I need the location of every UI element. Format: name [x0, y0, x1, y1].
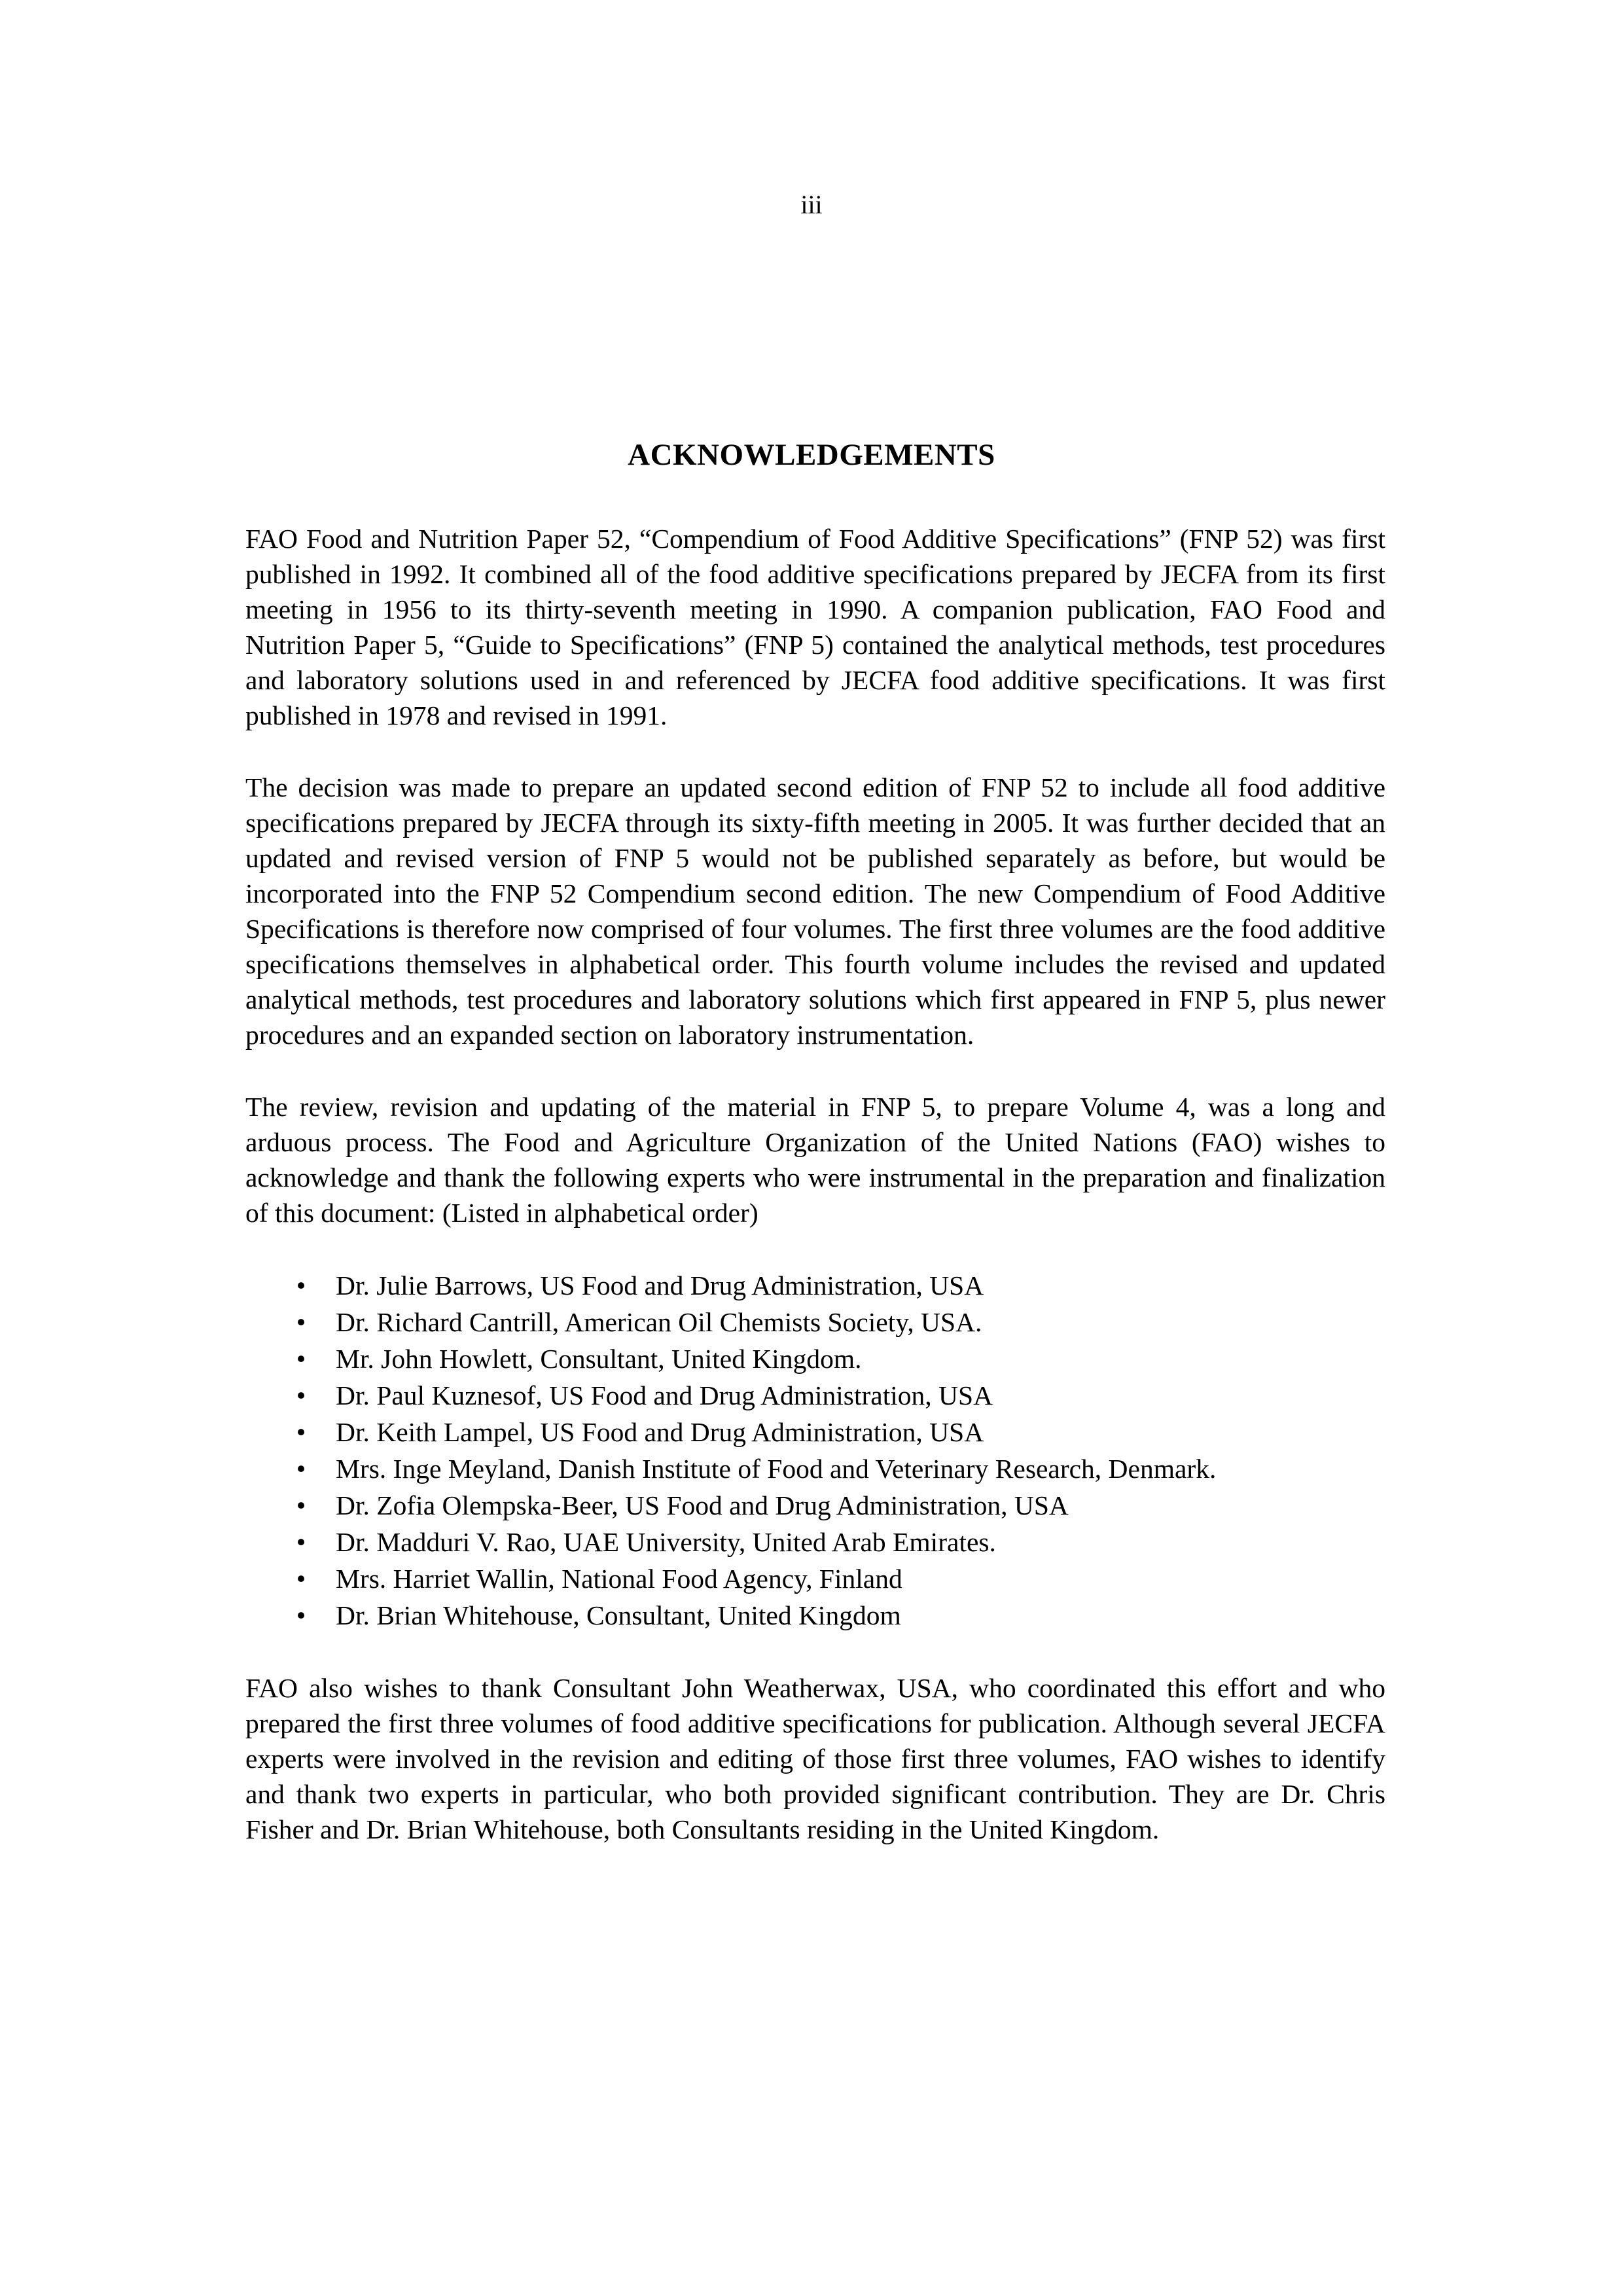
list-item — [245, 1304, 1385, 1340]
paragraph-review-thanks: The review, revision and updating of the material in FNP 5, to prepare Volume 4, was a long and arduous process. The Food and Agriculture Organization of the United Nations (FAO) wishes to acknowledge and thank the following experts who were instrumental in the preparation and finalization of this document: (Listed in alphabetical order) — [245, 1092, 1385, 1228]
expert-name: Dr. Zofia Olempska-Beer, US Food and Drug Administration, USA — [336, 1490, 1069, 1520]
list-item — [245, 1560, 1385, 1597]
paragraph-second-edition: The decision was made to prepare an updated second edition of FNP 52 to include all food additive specifications prepared by JECFA through its sixty-fifth meeting in 2005. It was further decided that an updated and revised version of FNP 5 would not be published separately as before, but would be incorporated into the FNP 52 Compendium second edition. The new Compendium of Food Additive Specifications is therefore now comprised of four volumes. The first three volumes are the food additive specifications themselves in alphabetical order. This fourth volume includes the revised and updated analytical methods, test procedures and laboratory solutions which first appeared in FNP 5, plus newer procedures and an expanded section on laboratory instrumentation. — [245, 772, 1385, 1050]
bullet-icon: • — [296, 1600, 306, 1630]
expert-name: Mrs. Harriet Wallin, National Food Agency, Finland — [336, 1564, 902, 1594]
bullet-icon: • — [296, 1380, 306, 1410]
bullet-icon: • — [296, 1344, 306, 1374]
paragraph-fnp52-history: FAO Food and Nutrition Paper 52, “Compendium of Food Additive Specifications” (FNP 52) was first published in 1992. It combined all of the food additive specifications prepared by JECFA from its first meeting in 1956 to its thirty-seventh meeting in 1990. A companion publication, FAO Food and Nutrition Paper 5, “Guide to Specifications” (FNP 5) contained the analytical methods, test procedures and laboratory solutions used in and referenced by JECFA food additive specifications. It was first published in 1978 and revised in 1991. — [245, 524, 1385, 730]
expert-name: Dr. Madduri V. Rao, UAE University, United Arab Emirates. — [336, 1527, 996, 1557]
experts-list — [245, 1267, 1385, 1634]
expert-name: Dr. Brian Whitehouse, Consultant, United Kingdom — [336, 1600, 901, 1630]
page-number: iii — [800, 190, 823, 219]
list-item — [245, 1487, 1385, 1524]
bullet-icon: • — [296, 1490, 306, 1520]
expert-name: Dr. Paul Kuznesof, US Food and Drug Administration, USA — [336, 1380, 993, 1410]
list-item — [245, 1450, 1385, 1487]
body-text — [245, 521, 1385, 1847]
list-item — [245, 1414, 1385, 1450]
bullet-icon: • — [296, 1307, 306, 1337]
paragraph-closing-thanks: FAO also wishes to thank Consultant John Weatherwax, USA, who coordinated this effort and who prepared the first three volumes of food additive specifications for publication. Although several JECFA experts were involved in the revision and editing of those first three volumes, FAO wishes to identify and thank two experts in particular, who both provided significant contribution. They are Dr. Chris Fisher and Dr. Brian Whitehouse, both Consultants residing in the United Kingdom. — [245, 1673, 1385, 1844]
expert-name: Dr. Keith Lampel, US Food and Drug Administration, USA — [336, 1417, 984, 1447]
bullet-icon: • — [296, 1564, 306, 1594]
expert-name: Dr. Julie Barrows, US Food and Drug Administration, USA — [336, 1270, 984, 1300]
expert-name: Mr. John Howlett, Consultant, United Kingdom. — [336, 1344, 862, 1374]
list-item — [245, 1377, 1385, 1414]
list-item — [245, 1340, 1385, 1377]
list-item — [245, 1597, 1385, 1634]
list-item — [245, 1267, 1385, 1304]
bullet-icon: • — [296, 1417, 306, 1447]
bullet-icon: • — [296, 1270, 306, 1300]
bullet-icon: • — [296, 1527, 306, 1557]
page-title: ACKNOWLEDGEMENTS — [628, 438, 995, 473]
bullet-icon: • — [296, 1454, 306, 1484]
list-item — [245, 1524, 1385, 1560]
expert-name: Mrs. Inge Meyland, Danish Institute of Food and Veterinary Research, Denmark. — [336, 1454, 1217, 1484]
expert-name: Dr. Richard Cantrill, American Oil Chemists Society, USA. — [336, 1307, 982, 1337]
